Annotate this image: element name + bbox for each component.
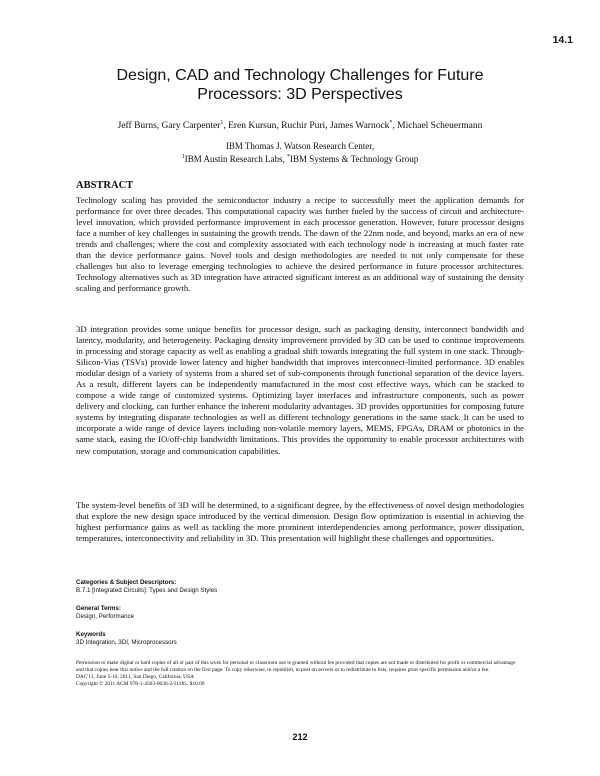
- affiliation-line-2: [40, 152, 560, 165]
- author-sup-2: *: [389, 120, 393, 126]
- affiliation-systems: IBM Systems & Technology Group: [290, 154, 419, 164]
- copyright-line: Copyright © 2011 ACM 978-1-4503-0636-2/11/06...$10.00: [76, 681, 205, 688]
- affiliation-sup-1: 1: [181, 154, 185, 160]
- general-terms-text: Design, Performance: [76, 613, 135, 620]
- abstract-heading: ABSTRACT: [76, 180, 134, 191]
- page-number: 212: [292, 732, 308, 742]
- authors-part-3: , Michael Scheuermann: [392, 121, 483, 132]
- abstract-paragraph-3: The system-level benefits of 3D will be determined, to a significant degree, by the effectiveness of novel design methodologies that explore the new design space introduced by the vertical dimension. Design flow optimization is essential in achieving the highest performance gains as well as tackling the more prominent interdependencies among performance, power dissipation, temperatures, interconnectivity and reliability in 3D. This presentation will highlight these challenges and opportunities.: [76, 500, 524, 544]
- categories-heading: Categories & Subject Descriptors:: [76, 579, 177, 586]
- authors-part-1: Jeff Burns, Gary Carpenter: [117, 121, 221, 132]
- conference-line: DAC'11, June 5-10, 2011, San Diego, California, USA: [76, 674, 194, 681]
- abstract-paragraph-1: Technology scaling has provided the semiconductor industry a recipe to successfully meet the application demands for performance for over three decades. This computational capacity was further fueled by the success of circuit and architecture-level innovation, which provided performance improvement in each processor generation. However, future processor designs face a number of key challenges in sustaining the growth trends. The dawn of the 22nm node, and beyond, marks an era of new trends and challenges; where the cost and complexity associated with each technology node is increasing at much faster rate than the device performance gains. Novel tools and design methodologies are needed to not only compensate for these challenges but also to leverage emerging technologies to achieve the desired performance in future processor architectures. Technology alternatives such as 3D integration have attracted significant interest as an additional way of sustaining the density scaling and performance growth.: [76, 195, 524, 294]
- author-sup-1: 1: [220, 120, 224, 126]
- keywords-section: [76, 631, 524, 647]
- affiliations: [40, 141, 560, 165]
- permission-text: Permission to make digital or hard copies of all or part of this work for personal or classroom use is granted without fee provided that copies are not made or distributed for profit or commercial advantage and that copies bear this notice and the full citation on the first page. To copy otherwise, to republish, to post on servers or to redistribute to lists, requires prior specific permission and/or a fee.: [76, 660, 516, 674]
- session-number: 14.1: [552, 34, 573, 46]
- title-line-1: Design, CAD and Technology Challenges for Future: [116, 67, 484, 84]
- general-terms-section: [76, 605, 524, 621]
- author-list: [40, 120, 560, 131]
- affiliation-sup-2: *: [287, 154, 291, 160]
- affiliation-line-1: IBM Thomas J. Watson Research Center,: [225, 141, 375, 151]
- categories-section: [76, 579, 524, 595]
- paper-title: [60, 66, 540, 104]
- copyright-notice: [76, 660, 524, 688]
- title-line-2: Processors: 3D Perspectives: [197, 86, 403, 103]
- general-terms-heading: General Terms:: [76, 605, 121, 612]
- categories-text: B.7.1 [Integrated Circuits]: Types and Design Styles: [76, 587, 218, 594]
- abstract-paragraph-2: 3D integration provides some unique benefits for processor design, such as packaging density, interconnect bandwidth and latency, modularity, and heterogeneity. Packaging density improvement provided by 3D can be used to continue improvements in processing and storage capacity as well as enabling a gradual shift towards integrating the full system in one stack. Through-Silicon-Vias (TSVs) provide lower latency and higher bandwidth that improves interconnect-limited performance. 3D enables modular design of a variety of systems from a shared set of sub-components through functional separation of the device layers. As a result, different layers can be independently manufactured in the most cost effective ways, which can be stacked to compose a wide range of customized systems. Optimizing layer interfaces and infrastructure components, such as power delivery and clocking, can further enhance the inherent modularity advantages. 3D provides opportunities for composing future systems by integrating disparate technologies as well as different technology generations in the same stack. It can be used to incorporate a wide range of device layers including non-volatile memory layers, MEMS, FPGAs, DRAM or photonics in the same stack, easing the IO/off-chip bandwidth limitations. This provides the opportunity to enable processor architectures with new computation, storage and communication capabilities.: [76, 324, 524, 456]
- keywords-heading: Keywords: [76, 631, 106, 638]
- authors-part-2: , Eren Kursun, Ruchir Puri, James Warnock: [223, 121, 390, 132]
- affiliation-austin: IBM Austin Research Labs,: [184, 154, 288, 164]
- keywords-text: 3D Integration, 3DI, Microprocessors: [76, 639, 177, 646]
